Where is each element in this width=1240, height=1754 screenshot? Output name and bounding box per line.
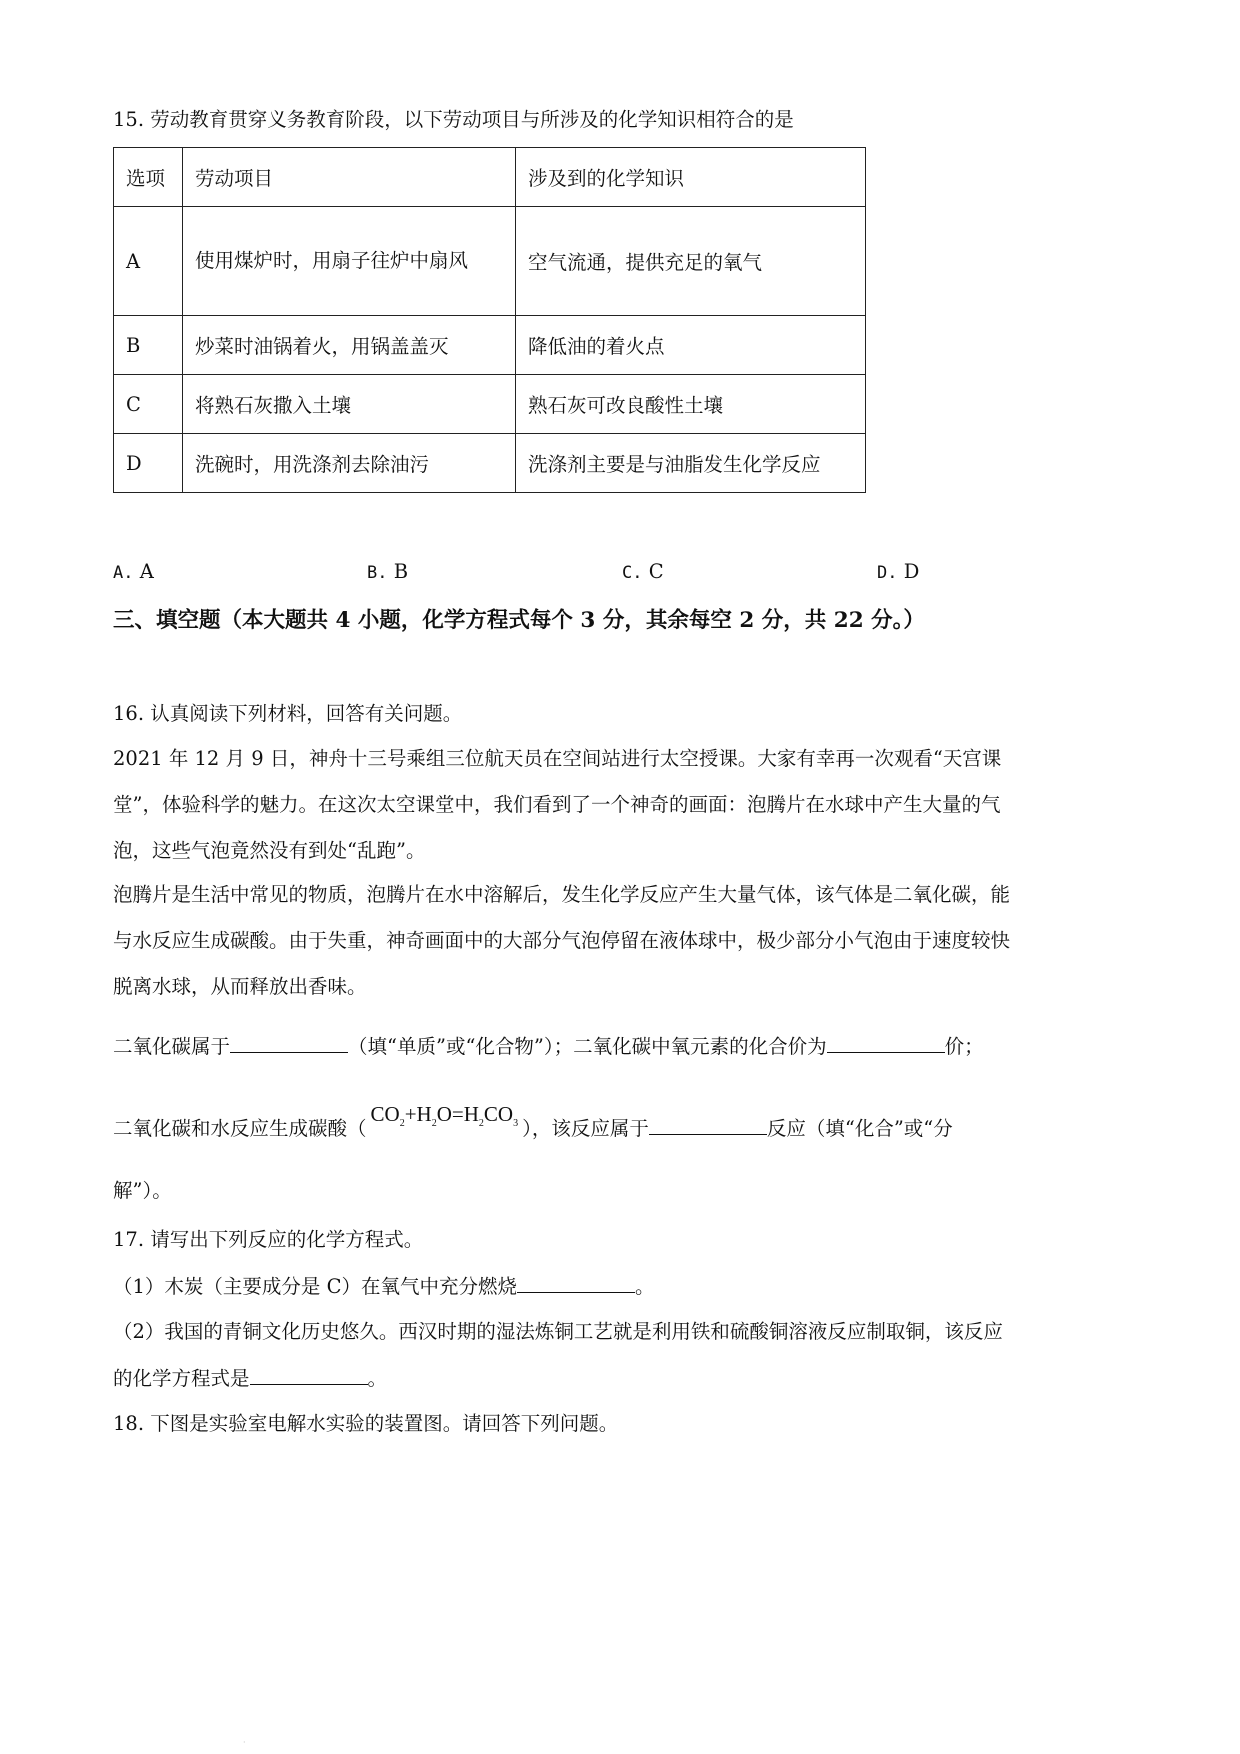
q16-para1-line: 堂”，体验科学的魅力。在这次太空课堂中，我们看到了一个神奇的画面：泡腾片在水球中产生大量的气 [113, 793, 1001, 816]
q16-fill-line-2 [113, 1102, 953, 1152]
text: ），该反应属于 [522, 1117, 649, 1140]
option-b[interactable] [367, 560, 408, 583]
chemical-equation: $CO_2+H_2O=H_2CO_3$ [370, 1102, 519, 1130]
answer-blank[interactable] [517, 1272, 635, 1293]
text: （1）木炭（主要成分是 C）在氧气中充分燃烧 [113, 1275, 518, 1298]
table-cell: 熟石灰可改良酸性土壤 [516, 375, 866, 434]
section-title: 三、填空题（本大题共 4 小题，化学方程式每个 3 分，其余每空 2 分，共 22 分。） [113, 608, 925, 633]
q16-fill-line-1 [113, 1032, 984, 1061]
q18-stem: 18. 下图是实验室电解水实验的装置图。请回答下列问题。 [113, 1412, 619, 1435]
option-c[interactable] [622, 560, 664, 583]
q15-table [113, 147, 866, 493]
answer-blank[interactable] [649, 1114, 767, 1135]
option-d[interactable] [877, 560, 919, 583]
table-cell: 使用煤炉时，用扇子往炉中扇风 [183, 207, 516, 316]
table-cell: 将熟石灰撒入土壤 [183, 375, 516, 434]
option-letter: C. [622, 563, 643, 583]
answer-blank[interactable] [250, 1364, 368, 1385]
text: 反应（填“化合”或“分 [766, 1117, 953, 1140]
table-header-cell: 涉及到的化学知识 [516, 148, 866, 207]
table-cell: B [114, 316, 183, 375]
option-letter: D. [877, 563, 898, 583]
table-header-row [114, 148, 866, 207]
table-row [114, 375, 866, 434]
option-letter: B. [367, 563, 388, 583]
q16-para2-line: 泡腾片是生活中常见的物质，泡腾片在水中溶解后，发生化学反应产生大量气体，该气体是二氧化碳，能 [113, 883, 1011, 906]
table-row [114, 434, 866, 493]
q16-fill-line-3: 解”）。 [113, 1179, 172, 1202]
table-cell: 洗涤剂主要是与油脂发生化学反应 [516, 434, 866, 493]
q15-stem: 15. 劳动教育贯穿义务教育阶段，以下劳动项目与所涉及的化学知识相符合的是 [113, 108, 794, 131]
q16-stem: 16. 认真阅读下列材料，回答有关问题。 [113, 702, 463, 725]
option-text: B [393, 560, 409, 583]
table-cell: D [114, 434, 183, 493]
table-row [114, 316, 866, 375]
page-dot: · [243, 1738, 246, 1747]
text: 。 [367, 1367, 388, 1390]
text: 。 [635, 1275, 655, 1298]
q16-para1-line: 泡，这些气泡竟然没有到处“乱跑”。 [113, 839, 426, 862]
option-text: D [903, 560, 920, 583]
table-cell: 空气流通，提供充足的氧气 [516, 207, 866, 316]
q17-sub2-cont [113, 1364, 387, 1393]
option-letter: A. [113, 563, 134, 583]
text: 的化学方程式是 [113, 1367, 250, 1390]
q17-sub1 [113, 1272, 655, 1301]
q17-stem: 17. 请写出下列反应的化学方程式。 [113, 1228, 424, 1251]
text: （填“单质”或“化合物”）；二氧化碳中氧元素的化合价为 [348, 1035, 827, 1058]
option-text: C [648, 560, 664, 583]
text: 二氧化碳属于 [113, 1035, 231, 1058]
answer-blank[interactable] [827, 1032, 945, 1053]
option-a[interactable] [113, 560, 154, 583]
table-cell: 洗碗时，用洗涤剂去除油污 [183, 434, 516, 493]
text: 二氧化碳和水反应生成碳酸（ [113, 1117, 367, 1140]
option-text: A [139, 560, 154, 583]
table-row [114, 207, 866, 316]
q16-para2-line: 与水反应生成碳酸。由于失重，神奇画面中的大部分气泡停留在液体球中，极少部分小气泡由于速度较快 [113, 929, 1011, 952]
text: 价； [944, 1035, 984, 1058]
table-cell: A [114, 207, 183, 316]
table-cell: 炒菜时油锅着火，用锅盖盖灭 [183, 316, 516, 375]
answer-blank[interactable] [230, 1032, 348, 1053]
table-cell: C [114, 375, 183, 434]
q16-para1-line: 2021 年 12 月 9 日，神舟十三号乘组三位航天员在空间站进行太空授课。大家有幸再一次观看“天宫课 [113, 747, 1002, 770]
q17-sub2: （2）我国的青铜文化历史悠久。西汉时期的湿法炼铜工艺就是利用铁和硫酸铜溶液反应制取铜，该反应 [113, 1320, 1003, 1343]
q16-para2-line: 脱离水球，从而释放出香味。 [113, 975, 367, 998]
table-cell: 降低油的着火点 [516, 316, 866, 375]
table-header-cell: 选项 [114, 148, 183, 207]
table-header-cell: 劳动项目 [183, 148, 516, 207]
